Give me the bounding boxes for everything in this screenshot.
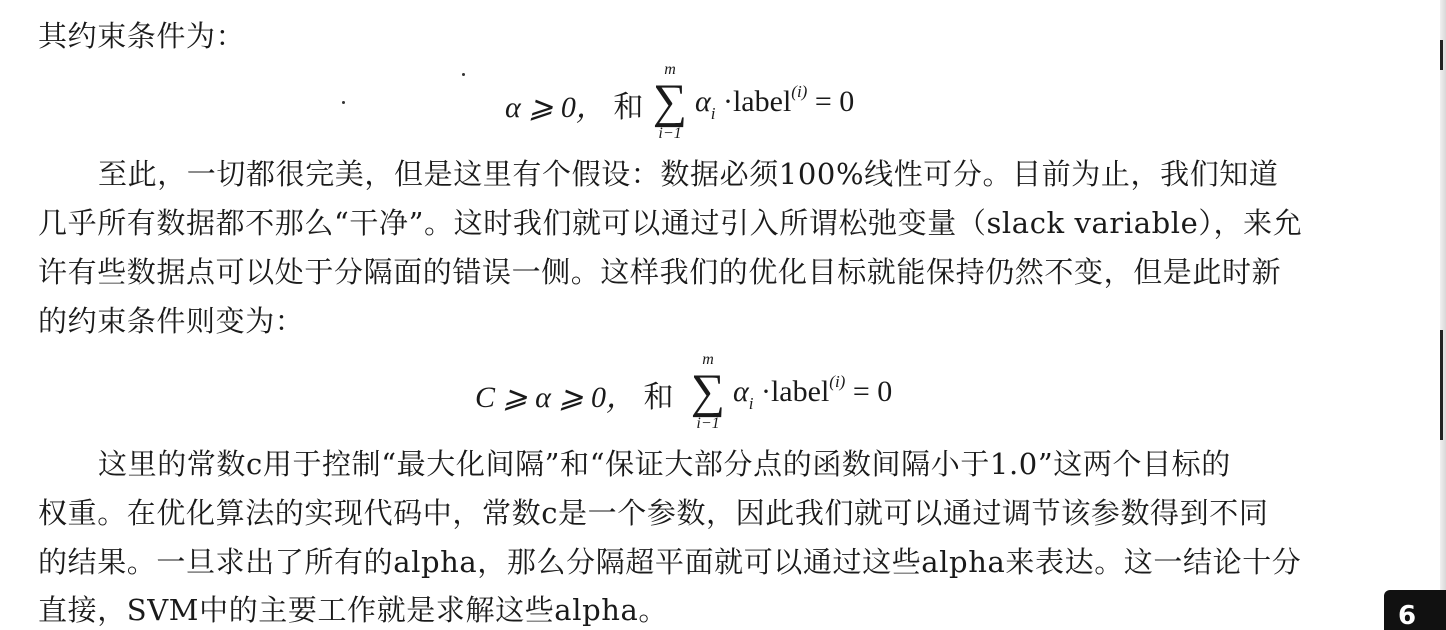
para1-line-4: 的约束条件则变为： — [38, 304, 305, 338]
page-edge-strip — [1440, 0, 1446, 630]
page-edge-mark — [1440, 330, 1443, 440]
formula-2-lhs — [475, 372, 674, 416]
intro-line: 其约束条件为： — [38, 19, 246, 53]
para2-line-2: 权重。在优化算法的实现代码中，常数c是一个参数，因此我们就可以通过调节该参数得到不同 — [38, 496, 1269, 530]
formula-1-sum — [650, 62, 690, 142]
formula-1-label: ·label — [722, 85, 792, 118]
page-edge-mark — [1440, 40, 1443, 70]
para2-line-4: 直接，SVM中的主要工作就是求解这些alpha。 — [38, 593, 668, 627]
formula-2-lhs-text: C ⩾ α ⩾ 0， — [475, 381, 637, 414]
formula-1-term: α — [695, 85, 711, 118]
formula-1-lhs-text: α ⩾ 0， — [505, 91, 606, 124]
formula-1-lhs — [505, 82, 643, 126]
para1-line-2: 几乎所有数据都不那么“干净”。这时我们就可以通过引入所谓松弛变量（slack variable），来允 — [38, 206, 1303, 240]
formula-1-equals: = 0 — [807, 85, 855, 118]
para1-line-1: 至此，一切都很完美，但是这里有个假设：数据必须100%线性可分。目前为止，我们知道 — [98, 157, 1279, 191]
formula-2-sum-top: m — [702, 351, 714, 368]
formula-2-label: ·label — [760, 375, 830, 408]
formula-1-sup: (i) — [791, 82, 808, 101]
formula-1-sum-bottom: i−1 — [658, 125, 682, 142]
para1-line-3: 许有些数据点可以处于分隔面的错误一侧。这样我们的优化目标就能保持仍然不变，但是此时新 — [38, 255, 1282, 289]
formula-2-he: 和 — [643, 381, 674, 414]
formula-1-rhs — [695, 82, 854, 124]
scan-speck — [462, 73, 465, 76]
formula-2-sum-bottom: i−1 — [696, 415, 720, 432]
scan-speck — [342, 101, 345, 104]
formula-2-term: α — [733, 375, 749, 408]
formula-2-rhs — [733, 372, 892, 414]
para2-line-1: 这里的常数c用于控制“最大化间隔”和“保证大部分点的函数间隔小于1.0”这两个目标的 — [98, 447, 1231, 481]
chapter-tab: 6 — [1384, 590, 1446, 630]
formula-2-sup: (i) — [829, 372, 846, 391]
formula-2-sigma-icon: ∑ — [690, 365, 726, 418]
formula-1-term-sub: i — [710, 104, 716, 123]
formula-2-term-sub: i — [748, 394, 754, 413]
formula-1-he: 和 — [613, 91, 644, 124]
formula-1-sum-top: m — [664, 61, 676, 78]
formula-1-sigma-icon: ∑ — [652, 75, 688, 128]
formula-2-equals: = 0 — [845, 375, 893, 408]
formula-2-sum — [688, 352, 728, 432]
para2-line-3: 的结果。一旦求出了所有的alpha，那么分隔超平面就可以通过这些alpha来表达。这一结论十分 — [38, 545, 1302, 579]
